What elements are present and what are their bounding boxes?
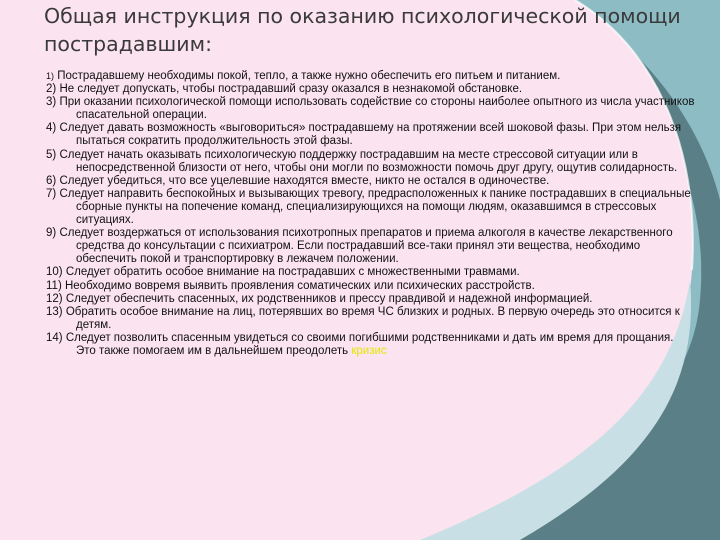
list-item: 4) Следует давать возможность «выговориться» пострадавшему на протяжении всей шоковой фазы. При этом нельзя пытаться сократить продолжительность этой фазы. [46,122,682,148]
list-item: 14) Следует позволить спасенным увидеться со своими погибшими родственниками и дать им время для прощания. Это также помогаем им в дальнейшем преодолеть кризис [46,331,674,357]
slide-title: Общая инструкция по оказанию психологической помощи пострадавшим: [44,4,681,56]
list-item: 1) Пострадавшему необходимы покой, тепло, а также нужно обеспечить его питьем и питанием. [46,70,561,82]
list-item: 10) Следует обратить особое внимание на пострадавших с множественными травмами. [46,266,520,279]
list-item: 9) Следует воздержаться от использования психотропных препаратов и приема алкоголя в качестве лекарственного средства до консультации с психиатром. Если пострадавший все-таки принял эти вещества, необходимо обеспечить покой и транспортировку в лежачем положении. [46,227,673,266]
list-item: 3) При оказании психологической помощи использовать содействие со стороны наиболее опытного из числа участников спасательной операции. [46,96,695,122]
list-item: 11) Необходимо вовремя выявить проявления соматических или психических расстройств. [46,279,535,292]
list-item: 7) Следует направить беспокойных и вызывающих тревогу, предрасположенных к панике пострадавших в специальные сборные пункты на попечение команд, специализирующихся на помощи людям, оказавшимся в стрессовых ситуациях. [46,187,691,227]
list-item: 2) Не следует допускать, чтобы пострадавший сразу оказался в незнакомой обстановке. [46,83,523,96]
instruction-list [46,70,696,358]
list-item: 6) Следует убедиться, что все уцелевшие находятся вместе, никто не остался в одиночестве. [46,174,550,187]
list-item: 12) Следует обеспечить спасенных, их родственников и прессу правдивой и надежной информацией. [46,292,593,305]
list-item: 5) Следует начать оказывать психологическую поддержку пострадавшим на месте стрессовой ситуации или в непосредственной близости от него, чтобы они могли по возможности помочь друг другу, ощутив солидарность. [46,148,678,174]
list-item: 13) Обратить особое внимание на лиц, потерявших во время ЧС близких и родных. В первую очередь это относится к детям. [46,305,680,331]
highlighted-word: кризис [351,344,387,357]
